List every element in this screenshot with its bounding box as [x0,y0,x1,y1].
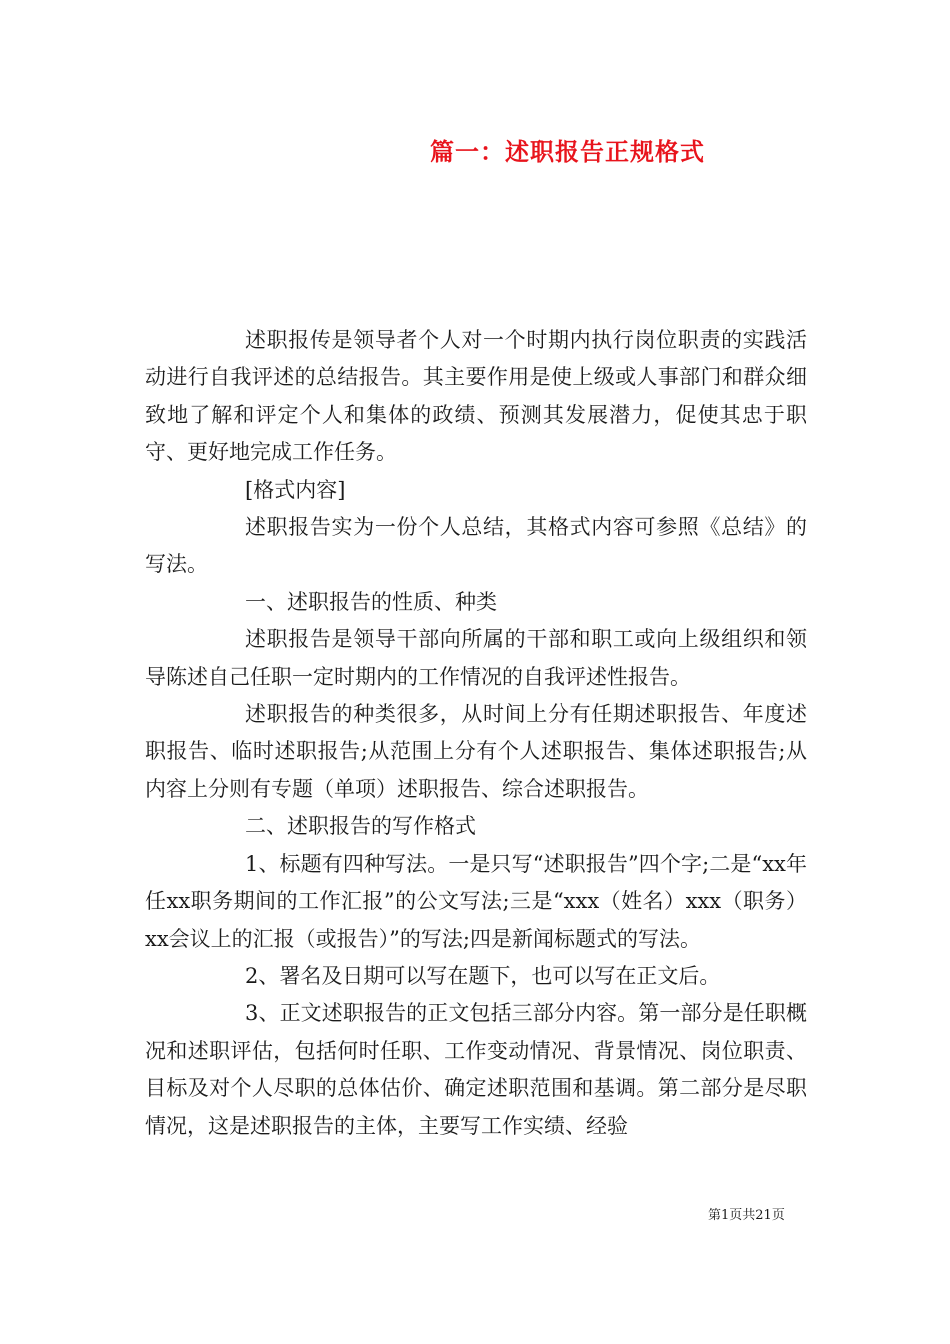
paragraph-main-text: 3、正文述职报告的正文包括三部分内容。第一部分是任职概况和述职评估，包括何时任职、工作变动情况、背景情况、岗位职责、目标及对个人尽职的总体估价、确定述职范围和基调。第二部分是尽职情况，这是述职报告的主体，主要写工作实绩、经验 [145,1001,807,1138]
paragraph-signature-date: 2、署名及日期可以写在题下，也可以写在正文后。 [245,963,721,988]
paragraph-nature: 述职报告是领导干部向所属的干部和职工或向上级组织和领导陈述自己任职一定时期内的工作情况的自我评述性报告。 [145,627,807,689]
paragraph-intro: 述职报传是领导者个人对一个时期内执行岗位职责的实践活动进行自我评述的总结报告。其主要作用是使上级或人事部门和群众细致地了解和评定个人和集体的政绩、预测其发展潜力，促使其忠于职守、更好地完成工作任务。 [145,328,807,465]
paragraph-types: 述职报告的种类很多，从时间上分有任期述职报告、年度述职报告、临时述职报告;从范围上分有个人述职报告、集体述职报告;从内容上分则有专题（单项）述职报告、综合述职报告。 [145,702,807,801]
paragraph-title-methods: 1、标题有四种写法。一是只写“述职报告”四个字;二是“xx年任xx职务期间的工作汇报”的公文写法;三是“xxx（姓名）xxx（职务）xx会议上的汇报（或报告）”的写法;四是新闻标题式的写法。 [145,851,807,951]
paragraph-format-reference: 述职报告实为一份个人总结，其格式内容可参照《总结》的写法。 [145,515,807,577]
document-body [145,322,807,1145]
section-heading-writing-format: 二、述职报告的写作格式 [245,814,476,839]
page-number-footer: 第1页共21页 [708,1208,785,1223]
document-title: 篇一：述职报告正规格式 [430,137,705,166]
paragraph-format-content: [格式内容] [245,477,346,502]
section-heading-nature-types: 一、述职报告的性质、种类 [245,589,497,614]
